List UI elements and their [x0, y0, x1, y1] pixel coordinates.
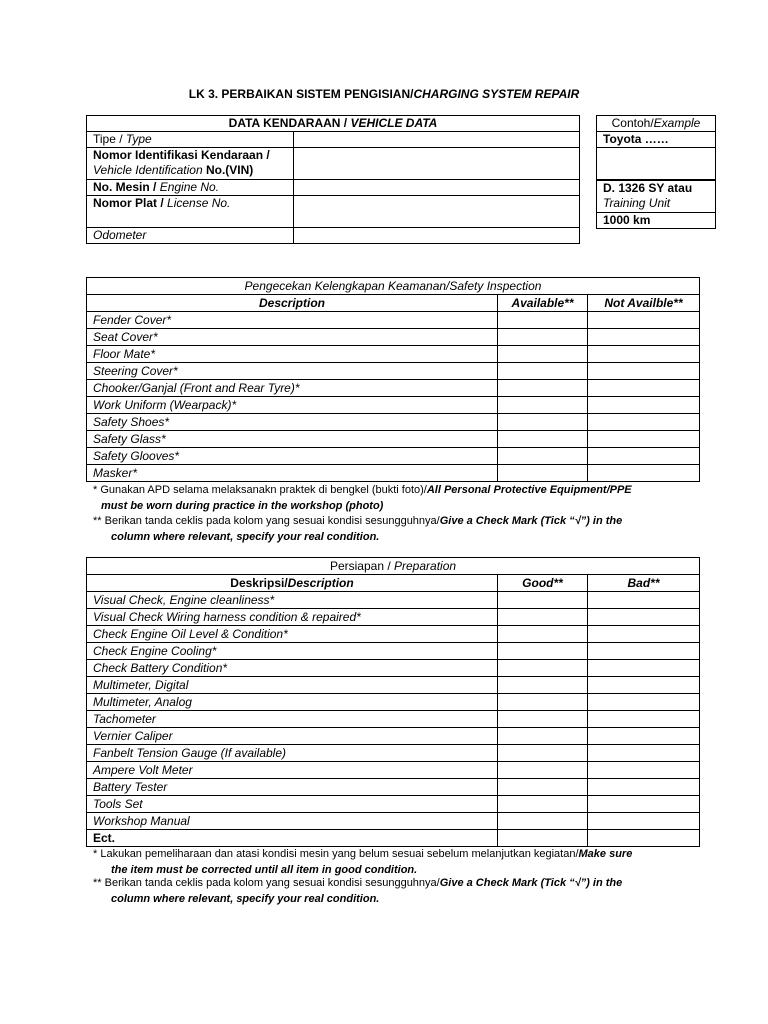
table-row	[87, 728, 700, 745]
col-available: Available**	[498, 295, 588, 312]
check-cell[interactable]	[498, 677, 588, 694]
row-description: Tachometer	[87, 711, 498, 728]
check-cell[interactable]	[588, 830, 700, 847]
row-description: Ampere Volt Meter	[87, 762, 498, 779]
row-description: Workshop Manual	[87, 813, 498, 830]
check-cell[interactable]	[588, 312, 700, 329]
vehicle-data-header: DATA KENDARAAN / VEHICLE DATA	[87, 116, 580, 132]
table-row	[87, 609, 700, 626]
table-row	[87, 711, 700, 728]
check-cell[interactable]	[588, 762, 700, 779]
table-row	[87, 830, 700, 847]
check-cell[interactable]	[588, 465, 700, 482]
check-cell[interactable]	[498, 397, 588, 414]
col-bad: Bad**	[588, 575, 700, 592]
col-good: Good**	[498, 575, 588, 592]
table-row	[87, 745, 700, 762]
check-cell[interactable]	[588, 397, 700, 414]
check-cell[interactable]	[588, 779, 700, 796]
row-description: Fanbelt Tension Gauge (If available)	[87, 745, 498, 762]
example-table	[596, 115, 716, 229]
check-cell[interactable]	[498, 346, 588, 363]
vehicle-license-field[interactable]	[294, 196, 580, 228]
row-description: Check Engine Cooling*	[87, 643, 498, 660]
vehicle-row-label: Nomor Plat / License No.	[87, 196, 294, 228]
check-cell[interactable]	[498, 643, 588, 660]
check-cell[interactable]	[498, 626, 588, 643]
check-cell[interactable]	[588, 431, 700, 448]
preparation-note-2: ** Berikan tanda ceklis pada kolom yang sesuai kondisi sesungguhnya/Give a Check Mark (Tick “√”) in the column where relevant, specify your real condition.	[93, 877, 623, 905]
row-description: Work Uniform (Wearpack)*	[87, 397, 498, 414]
check-cell[interactable]	[588, 609, 700, 626]
row-description: Safety Shoes*	[87, 414, 498, 431]
check-cell[interactable]	[588, 813, 700, 830]
vehicle-engine-field[interactable]	[294, 180, 580, 196]
check-cell[interactable]	[588, 796, 700, 813]
vehicle-row-label: Odometer	[87, 228, 294, 244]
safety-note-2: ** Berikan tanda ceklis pada kolom yang sesuai kondisi sesungguhnya/Give a Check Mark (Tick “√”) in the column where relevant, specify your real condition.	[93, 515, 623, 543]
col-description: Deskripsi/Description	[87, 575, 498, 592]
check-cell[interactable]	[498, 762, 588, 779]
row-description: Multimeter, Digital	[87, 677, 498, 694]
vehicle-data-table	[86, 115, 580, 244]
check-cell[interactable]	[588, 694, 700, 711]
check-cell[interactable]	[588, 363, 700, 380]
check-cell[interactable]	[588, 380, 700, 397]
check-cell[interactable]	[498, 830, 588, 847]
table-row	[87, 397, 700, 414]
safety-inspection-table	[86, 277, 700, 482]
row-description: Visual Check, Engine cleanliness*	[87, 592, 498, 609]
table-row	[87, 329, 700, 346]
check-cell[interactable]	[588, 329, 700, 346]
example-cell	[597, 148, 716, 180]
check-cell[interactable]	[498, 592, 588, 609]
table-row	[87, 694, 700, 711]
check-cell[interactable]	[498, 660, 588, 677]
safety-note-1: * Gunakan APD selama melaksanakn praktek di bengkel (bukti foto)/All Personal Protective Equipment/PPE must be worn during practice in the workshop (photo)	[93, 484, 632, 512]
row-description: Seat Cover*	[87, 329, 498, 346]
check-cell[interactable]	[588, 626, 700, 643]
table-row	[87, 762, 700, 779]
vehicle-row-label: Nomor Identifikasi Kendaraan / Vehicle Identification No.(VIN)	[87, 148, 294, 180]
check-cell[interactable]	[588, 660, 700, 677]
row-description: Fender Cover*	[87, 312, 498, 329]
table-row	[87, 592, 700, 609]
check-cell[interactable]	[588, 414, 700, 431]
title-italic: CHARGING SYSTEM REPAIR	[413, 87, 580, 101]
row-description: Tools Set	[87, 796, 498, 813]
check-cell[interactable]	[588, 592, 700, 609]
check-cell[interactable]	[498, 745, 588, 762]
row-description: Chooker/Ganjal (Front and Rear Tyre)*	[87, 380, 498, 397]
vehicle-vin-field[interactable]	[294, 148, 580, 180]
check-cell[interactable]	[588, 643, 700, 660]
table-row	[87, 363, 700, 380]
preparation-note-1: * Lakukan pemeliharaan dan atasi kondisi mesin yang belum sesuai sebelum melanjutkan kegiatan/Make sure the item must be corrected until all item in good condition.	[93, 848, 633, 876]
check-cell[interactable]	[498, 728, 588, 745]
row-description: Ect.	[87, 830, 498, 847]
check-cell[interactable]	[498, 312, 588, 329]
check-cell[interactable]	[588, 711, 700, 728]
table-row	[87, 312, 700, 329]
check-cell[interactable]	[498, 694, 588, 711]
example-header: Contoh/Example	[597, 116, 716, 132]
vehicle-type-field[interactable]	[294, 132, 580, 148]
table-row	[87, 380, 700, 397]
row-description: Check Battery Condition*	[87, 660, 498, 677]
table-row	[87, 677, 700, 694]
check-cell[interactable]	[588, 448, 700, 465]
safety-title: Pengecekan Kelengkapan Keamanan/Safety Inspection	[87, 278, 700, 295]
row-description: Multimeter, Analog	[87, 694, 498, 711]
table-row	[87, 643, 700, 660]
preparation-table	[86, 557, 700, 847]
check-cell[interactable]	[588, 346, 700, 363]
row-description: Safety Glooves*	[87, 448, 498, 465]
check-cell[interactable]	[498, 414, 588, 431]
check-cell[interactable]	[498, 380, 588, 397]
row-description: Steering Cover*	[87, 363, 498, 380]
check-cell[interactable]	[588, 677, 700, 694]
preparation-title: Persiapan / Preparation	[87, 558, 700, 575]
check-cell[interactable]	[588, 728, 700, 745]
check-cell[interactable]	[498, 796, 588, 813]
row-description: Battery Tester	[87, 779, 498, 796]
table-row	[87, 796, 700, 813]
page-title	[0, 87, 768, 101]
col-not-available: Not Availble**	[588, 295, 700, 312]
check-cell[interactable]	[498, 813, 588, 830]
table-row	[87, 660, 700, 677]
example-cell: 1000 km	[597, 213, 716, 229]
table-row	[87, 448, 700, 465]
col-description: Description	[87, 295, 498, 312]
table-row	[87, 414, 700, 431]
check-cell[interactable]	[498, 779, 588, 796]
check-cell[interactable]	[498, 363, 588, 380]
table-row	[87, 346, 700, 363]
check-cell[interactable]	[588, 745, 700, 762]
table-row	[87, 465, 700, 482]
check-cell[interactable]	[498, 448, 588, 465]
table-row	[87, 813, 700, 830]
title-main: LK 3. PERBAIKAN SISTEM PENGISIAN/	[188, 87, 414, 101]
check-cell[interactable]	[498, 465, 588, 482]
table-row	[87, 431, 700, 448]
row-description: Floor Mate*	[87, 346, 498, 363]
check-cell[interactable]	[498, 711, 588, 728]
vehicle-row-label: Tipe / Type	[87, 132, 294, 148]
row-description: Check Engine Oil Level & Condition*	[87, 626, 498, 643]
vehicle-row-label: No. Mesin / Engine No.	[87, 180, 294, 196]
row-description: Vernier Caliper	[87, 728, 498, 745]
check-cell[interactable]	[498, 609, 588, 626]
row-description: Masker*	[87, 465, 498, 482]
row-description: Safety Glass*	[87, 431, 498, 448]
table-row	[87, 626, 700, 643]
example-cell: Toyota ……	[597, 132, 716, 148]
row-description: Visual Check Wiring harness condition & repaired*	[87, 609, 498, 626]
check-cell[interactable]	[498, 329, 588, 346]
example-cell: D. 1326 SY atau Training Unit	[597, 181, 716, 213]
vehicle-odometer-field[interactable]	[294, 228, 580, 244]
table-row	[87, 779, 700, 796]
check-cell[interactable]	[498, 431, 588, 448]
